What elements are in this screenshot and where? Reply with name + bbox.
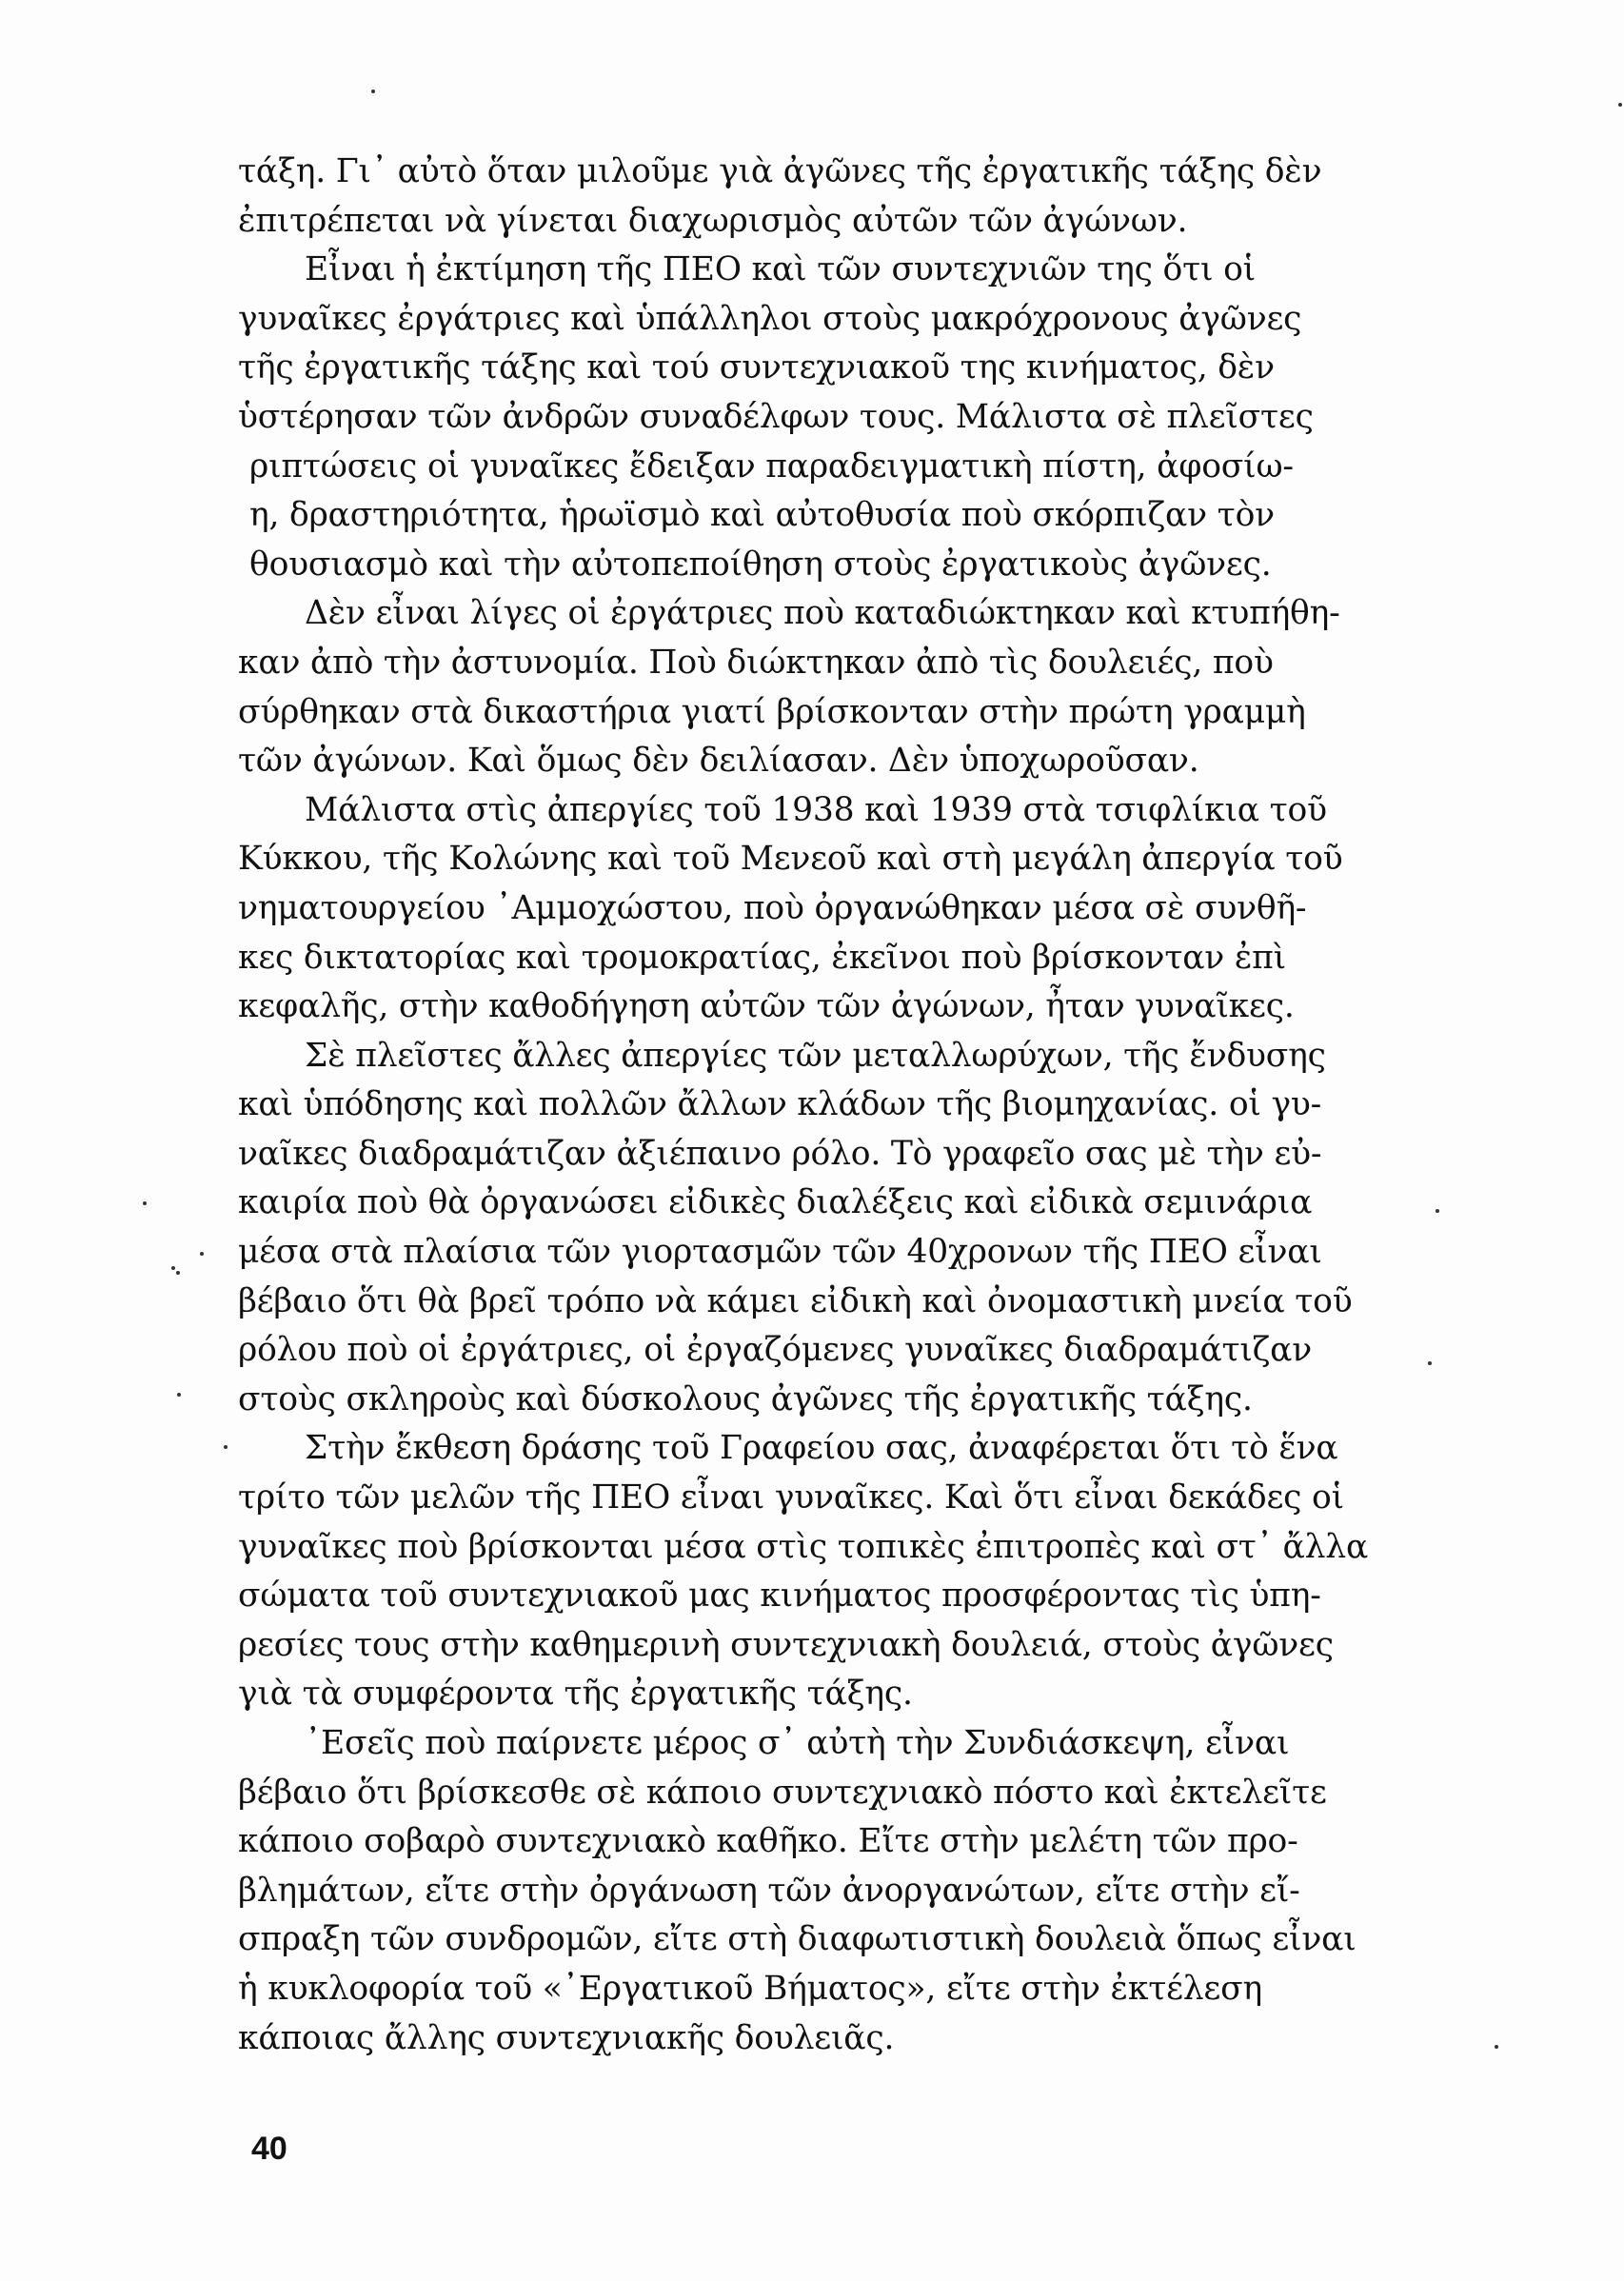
text-line: ριπτώσεις οἱ γυναῖκες ἔδειξαν παραδειγματικὴ πίστη, ἀφοσίω- bbox=[249, 446, 1294, 486]
text-line: κάποιο σοβαρὸ συντεχνιακὸ καθῆκο. Εἴτε στὴν μελέτη τῶν προ- bbox=[238, 1822, 1298, 1861]
text-line: τῶν ἀγώνων. Καὶ ὅμως δὲν δειλίασαν. Δὲν ὑποχωροῦσαν. bbox=[238, 742, 1199, 781]
text-line: η, δραστηριότητα, ἡρωϊσμὸ καὶ αὐτοθυσία ποὺ σκόρπιζαν τὸν bbox=[249, 496, 1275, 535]
text-line: ρεσίες τους στὴν καθημερινὴ συντεχνιακὴ δουλειά, στοὺς ἀγῶνες bbox=[238, 1625, 1334, 1664]
scan-speck bbox=[371, 89, 375, 93]
scan-speck bbox=[1428, 1361, 1432, 1365]
text-line: γυναῖκες ποὺ βρίσκονται μέσα στὶς τοπικὲς ἐπιτροπὲς καὶ στ᾽ ἄλλα bbox=[238, 1527, 1369, 1566]
text-line: κάποιας ἄλλης συντεχνιακῆς δουλειᾶς. bbox=[238, 2018, 895, 2057]
text-line: βέβαιο ὅτι θὰ βρεῖ τρόπο νὰ κάμει εἰδικὴ καὶ ὀνομαστικὴ μνεία τοῦ bbox=[238, 1281, 1353, 1320]
scan-speck bbox=[1495, 2045, 1498, 2049]
text-line: θουσιασμὸ καὶ τὴν αὐτοπεποίθηση στοὺς ἐργατικοὺς ἀγῶνες. bbox=[249, 545, 1272, 584]
text-line: ἡ κυκλοφορία τοῦ «᾽Εργατικοῦ Βήματος», εἴτε στὴν ἐκτέλεση bbox=[238, 1969, 1262, 2008]
text-line: Κύκκου, τῆς Κολώνης καὶ τοῦ Μενεοῦ καὶ στὴ μεγάλη ἀπεργία τοῦ bbox=[238, 840, 1343, 879]
text-line: βέβαιο ὅτι βρίσκεσθε σὲ κάποιο συντεχνιακὸ πόστο καὶ ἐκτελεῖτε bbox=[238, 1773, 1327, 1812]
paragraph-start-line: Δὲν εἶναι λίγες οἱ ἐργάτριες ποὺ καταδιώκτηκαν καὶ κτυπήθη- bbox=[305, 594, 1340, 633]
text-line: ὑστέρησαν τῶν ἀνδρῶν συναδέλφων τους. Μάλιστα σὲ πλεῖστες bbox=[238, 397, 1314, 436]
text-line: μέσα στὰ πλαίσια τῶν γιορτασμῶν τῶν 40χρονων τῆς ΠΕΟ εἶναι bbox=[238, 1233, 1322, 1272]
text-line: βλημάτων, εἴτε στὴν ὀργάνωση τῶν ἀνοργανώτων, εἴτε στὴν εἴ- bbox=[238, 1871, 1300, 1910]
text-line: τρίτο τῶν μελῶν τῆς ΠΕΟ εἶναι γυναῖκες. Καὶ ὅτι εἶναι δεκάδες οἱ bbox=[238, 1478, 1344, 1517]
text-line: ἐπιτρέπεται νὰ γίνεται διαχωρισμὸς αὐτῶν τῶν ἀγώνων. bbox=[238, 201, 1188, 240]
scan-speck bbox=[200, 1252, 204, 1256]
text-line: σώματα τοῦ συντεχνιακοῦ μας κινήματος προσφέροντας τὶς ὑπη- bbox=[238, 1577, 1321, 1616]
scan-speck bbox=[1436, 1209, 1439, 1213]
paragraph-start-line: Σὲ πλεῖστες ἄλλες ἀπεργίες τῶν μεταλλωρύχων, τῆς ἔνδυσης bbox=[305, 1036, 1326, 1075]
text-line: σύρθηκαν στὰ δικαστήρια γιατί βρίσκονταν στὴν πρώτη γραμμὴ bbox=[238, 692, 1306, 731]
text-line: νηματουργείου ᾽Αμμοχώστου, ποὺ ὀργανώθηκαν μέσα σὲ συνθῆ- bbox=[238, 888, 1307, 927]
text-line: καν ἀπὸ τὴν ἀστυνομία. Ποὺ διώκτηκαν ἀπὸ τὶς δουλειές, ποὺ bbox=[238, 643, 1274, 682]
text-line: στοὺς σκληροὺς καὶ δύσκολους ἀγῶνες τῆς ἐργατικῆς τάξης. bbox=[238, 1379, 1253, 1418]
paragraph-start-line: ᾽Εσεῖς ποὺ παίρνετε μέρος σ᾽ αὐτὴ τὴν Συνδιάσκεψη, εἶναι bbox=[305, 1724, 1290, 1762]
paragraph-start-line: Μάλιστα στὶς ἀπεργίες τοῦ 1938 καὶ 1939 στὰ τσιφλίκια τοῦ bbox=[305, 790, 1327, 829]
text-line: ρόλου ποὺ οἱ ἐργάτριες, οἱ ἐργαζόμενες γυναῖκες διαδραμάτιζαν bbox=[238, 1331, 1313, 1370]
text-line: γυναῖκες ἐργάτριες καὶ ὑπάλληλοι στοὺς μακρόχρονους ἀγῶνες bbox=[238, 299, 1302, 338]
scan-speck bbox=[171, 1266, 175, 1270]
scan-speck bbox=[143, 1201, 147, 1205]
body-text bbox=[238, 148, 1404, 2063]
text-line: καιρία ποὺ θὰ ὀργανώσει εἰδικὲς διαλέξεις καὶ εἰδικὰ σεμινάρια bbox=[238, 1183, 1313, 1222]
paragraph-start-line: Στὴν ἔκθεση δράσης τοῦ Γραφείου σας, ἀναφέρεται ὅτι τὸ ἕνα bbox=[305, 1429, 1338, 1468]
scan-speck bbox=[224, 1445, 228, 1449]
scan-speck bbox=[1618, 103, 1622, 107]
text-line: τάξη. Γι᾽ αὐτὸ ὅταν μιλοῦμε γιὰ ἀγῶνες τῆς ἐργατικῆς τάξης δὲν bbox=[238, 152, 1322, 190]
text-line: καὶ ὑπόδησης καὶ πολλῶν ἄλλων κλάδων τῆς βιομηχανίας. οἱ γυ- bbox=[238, 1085, 1322, 1124]
text-line: κες δικτατορίας καὶ τρομοκρατίας, ἐκεῖνοι ποὺ βρίσκονταν ἐπὶ bbox=[238, 938, 1286, 977]
text-line: κεφαλῆς, στὴν καθοδήγηση αὐτῶν τῶν ἀγώνων, ἦταν γυναῖκες. bbox=[238, 987, 1295, 1026]
text-line: τῆς ἐργατικῆς τάξης καὶ τού συντεχνιακοῦ της κινήματος, δὲν bbox=[238, 348, 1275, 387]
scan-speck bbox=[176, 1271, 180, 1275]
paragraph-start-line: Εἶναι ἡ ἐκτίμηση τῆς ΠΕΟ καὶ τῶν συντεχνιῶν της ὅτι οἱ bbox=[305, 250, 1256, 289]
text-line: γιὰ τὰ συμφέροντα τῆς ἐργατικῆς τάξης. bbox=[238, 1675, 913, 1714]
text-line: σπραξη τῶν συνδρομῶν, εἴτε στὴ διαφωτιστικὴ δουλειὰ ὅπως εἶναι bbox=[238, 1920, 1357, 1959]
page-number: 40 bbox=[251, 2131, 287, 2167]
text-line: ναῖκες διαδραμάτιζαν ἀξιέπαινο ρόλο. Τὸ γραφεῖο σας μὲ τὴν εὐ- bbox=[238, 1134, 1322, 1173]
scan-speck bbox=[177, 1393, 181, 1397]
